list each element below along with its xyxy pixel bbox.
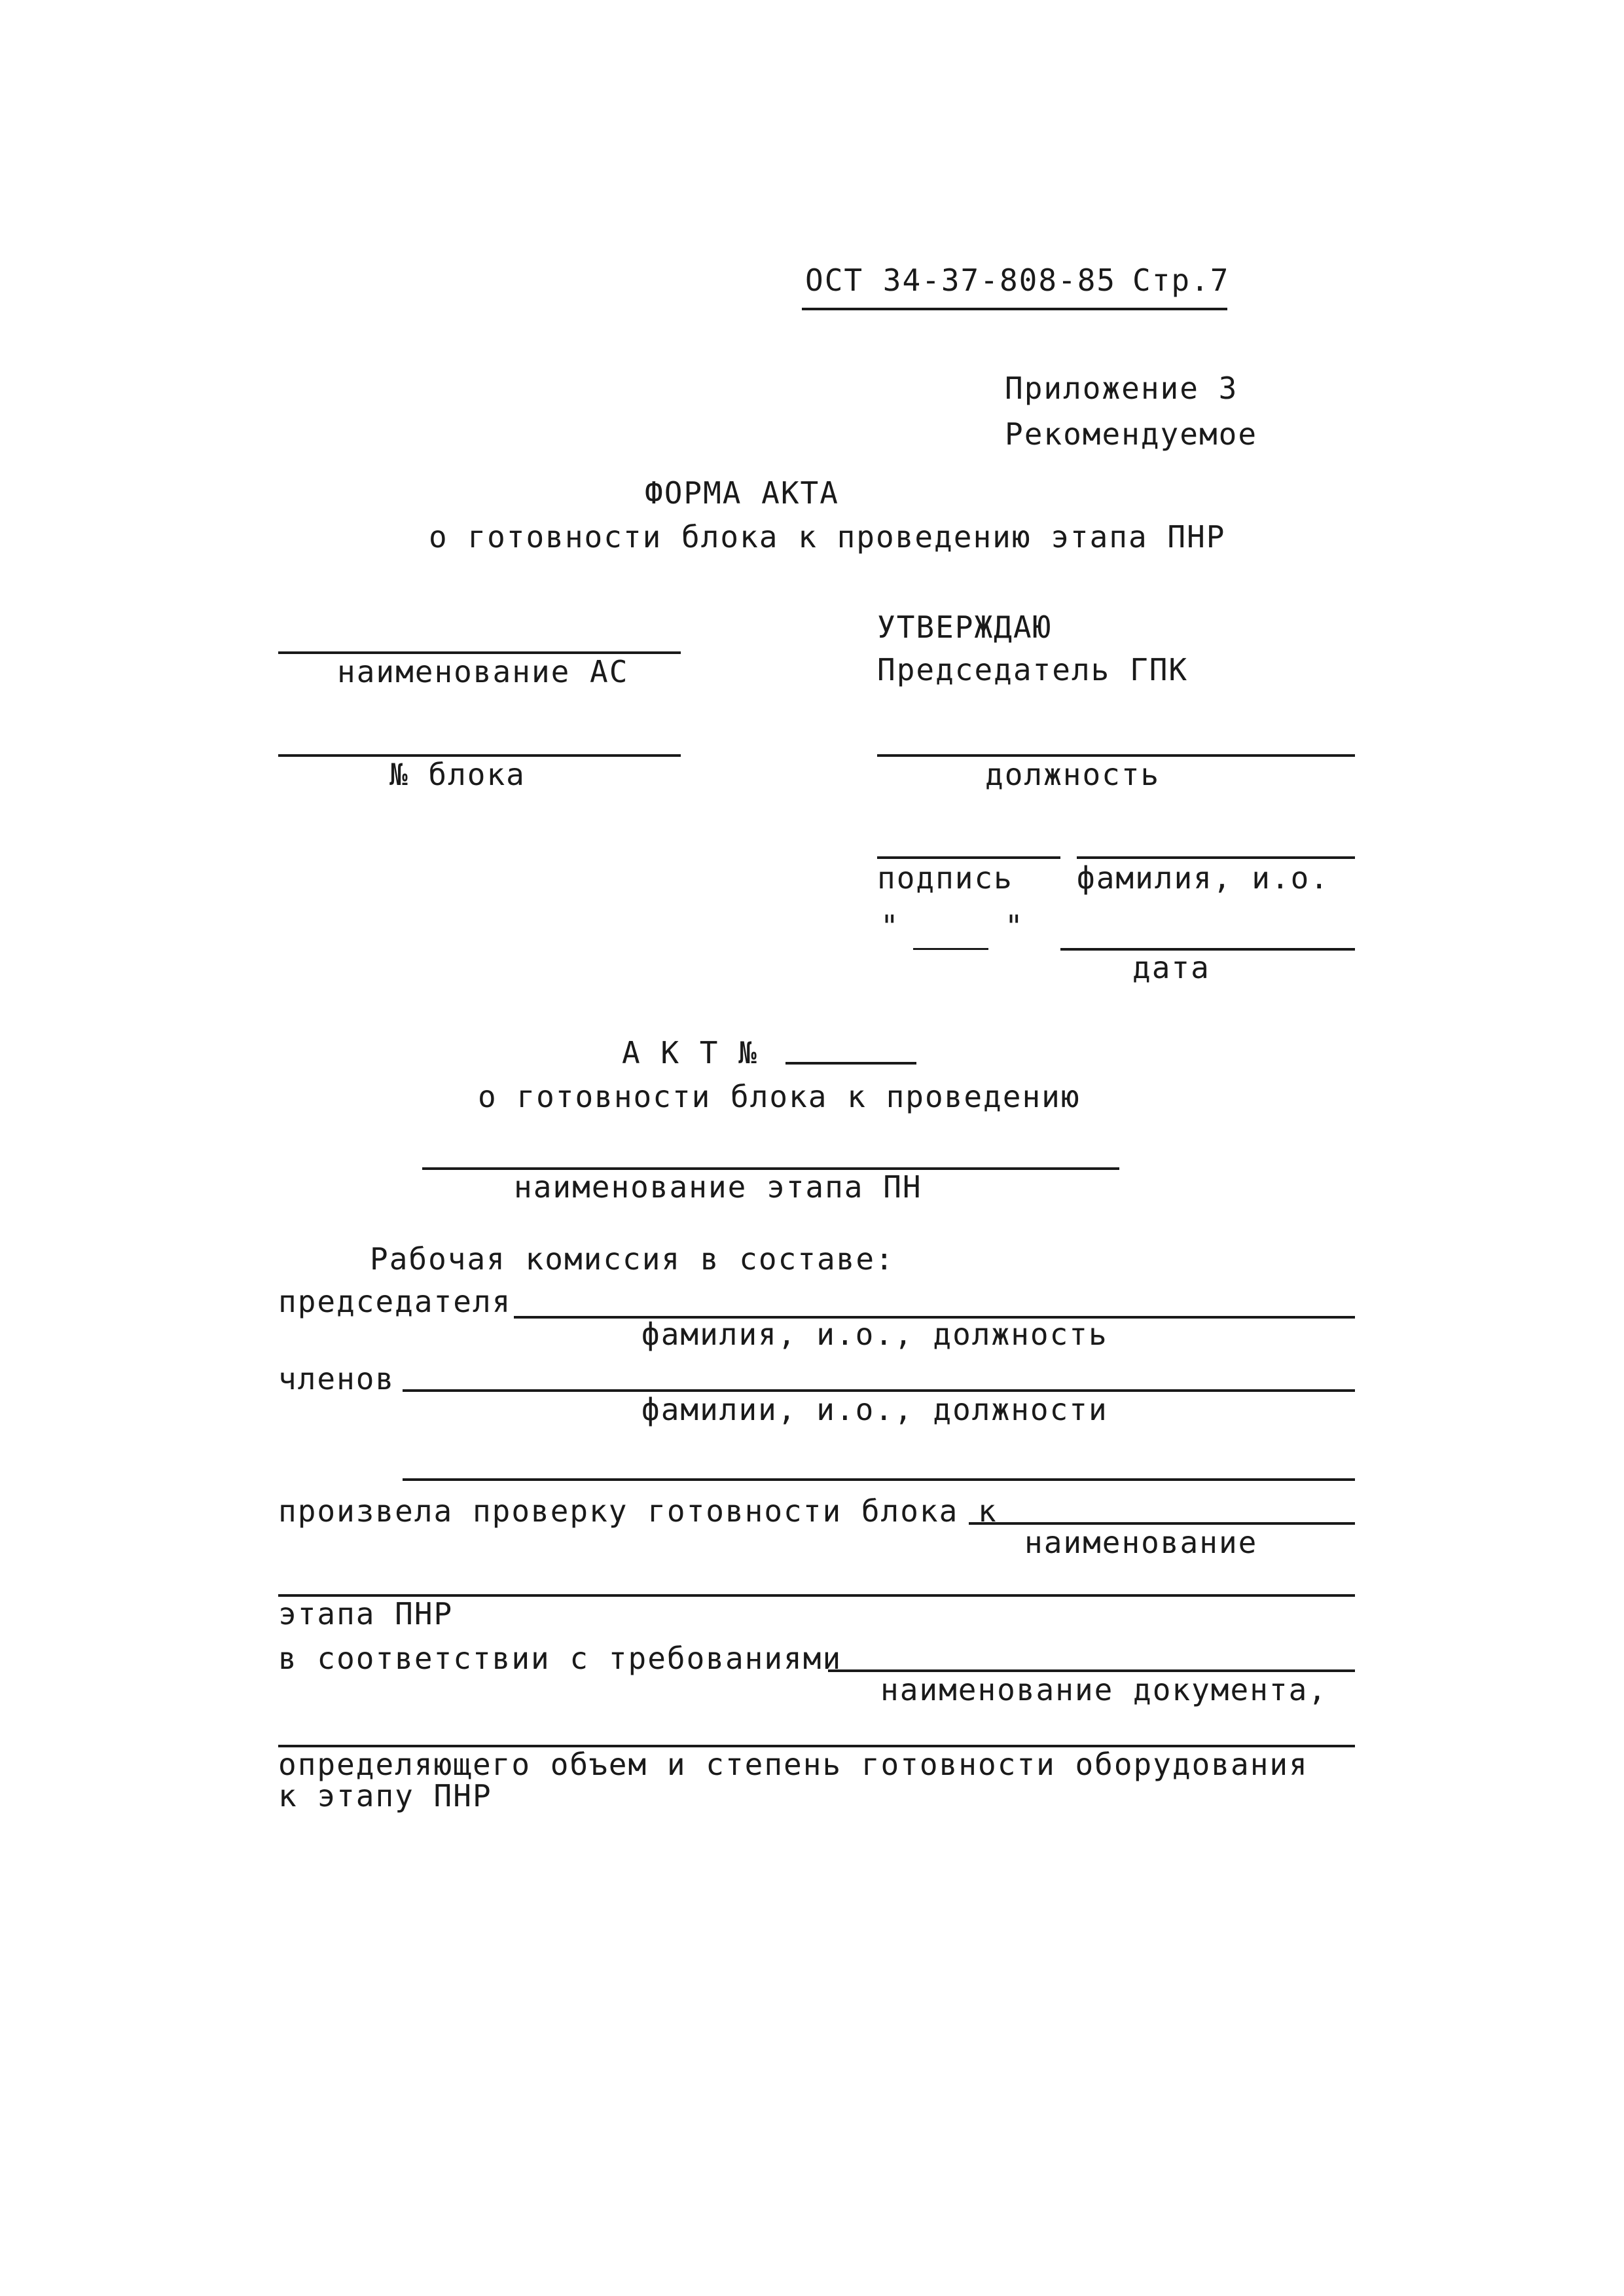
form-title: ФОРМА АКТА (645, 475, 839, 511)
appendix-status: Рекомендуемое (1005, 416, 1258, 452)
position-caption: должность (985, 757, 1161, 792)
date-quote-open: " (880, 909, 900, 944)
signature-caption: подпись (877, 860, 1013, 896)
header-underline (802, 308, 1227, 310)
date-day-line (913, 948, 988, 950)
check-name-caption: наименование (1024, 1525, 1258, 1560)
doc-code: ОСТ 34-37-808-85 (805, 263, 1117, 298)
stage-text: этапа ПНР (278, 1596, 454, 1631)
members-label: членов (278, 1361, 395, 1396)
unit-number-caption: № блока (389, 757, 526, 792)
page-number: Стр.7 (1132, 263, 1230, 298)
compliance-text: в соответствии с требованиями (278, 1641, 842, 1676)
chairman-caption: фамилия, и.о., должность (641, 1317, 1108, 1352)
approval-heading: УТВЕРЖДАЮ (877, 610, 1053, 645)
station-name-caption: наименование АС (337, 654, 629, 689)
stage-name-caption: наименование этапа ПН (514, 1169, 922, 1205)
defining-text-1: определяющего объем и степень готовности оборудования (278, 1747, 1308, 1782)
name-caption: фамилия, и.о. (1077, 860, 1330, 896)
date-caption: дата (1132, 950, 1210, 985)
members-line-2 (403, 1478, 1355, 1481)
chairman-label: председателя (278, 1284, 512, 1319)
commission-text: Рабочая комиссия в составе: (370, 1241, 895, 1277)
form-subtitle: о готовности блока к проведению этапа ПНР (429, 519, 1226, 555)
appendix-title: Приложение 3 (1005, 371, 1238, 406)
act-subtitle: о готовности блока к проведению (478, 1079, 1081, 1114)
doc-caption: наименование документа, (880, 1672, 1327, 1707)
signature-line (877, 856, 1060, 859)
date-quote-close: " (1005, 909, 1024, 944)
act-title: А К Т № (622, 1035, 758, 1070)
act-number-line (785, 1062, 916, 1065)
defining-text-2: к этапу ПНР (278, 1778, 492, 1813)
check-text: произвела проверку готовности блока к (278, 1493, 998, 1529)
name-line (1077, 856, 1355, 859)
approval-role: Председатель ГПК (877, 652, 1189, 687)
members-caption: фамилии, и.о., должности (641, 1392, 1108, 1427)
